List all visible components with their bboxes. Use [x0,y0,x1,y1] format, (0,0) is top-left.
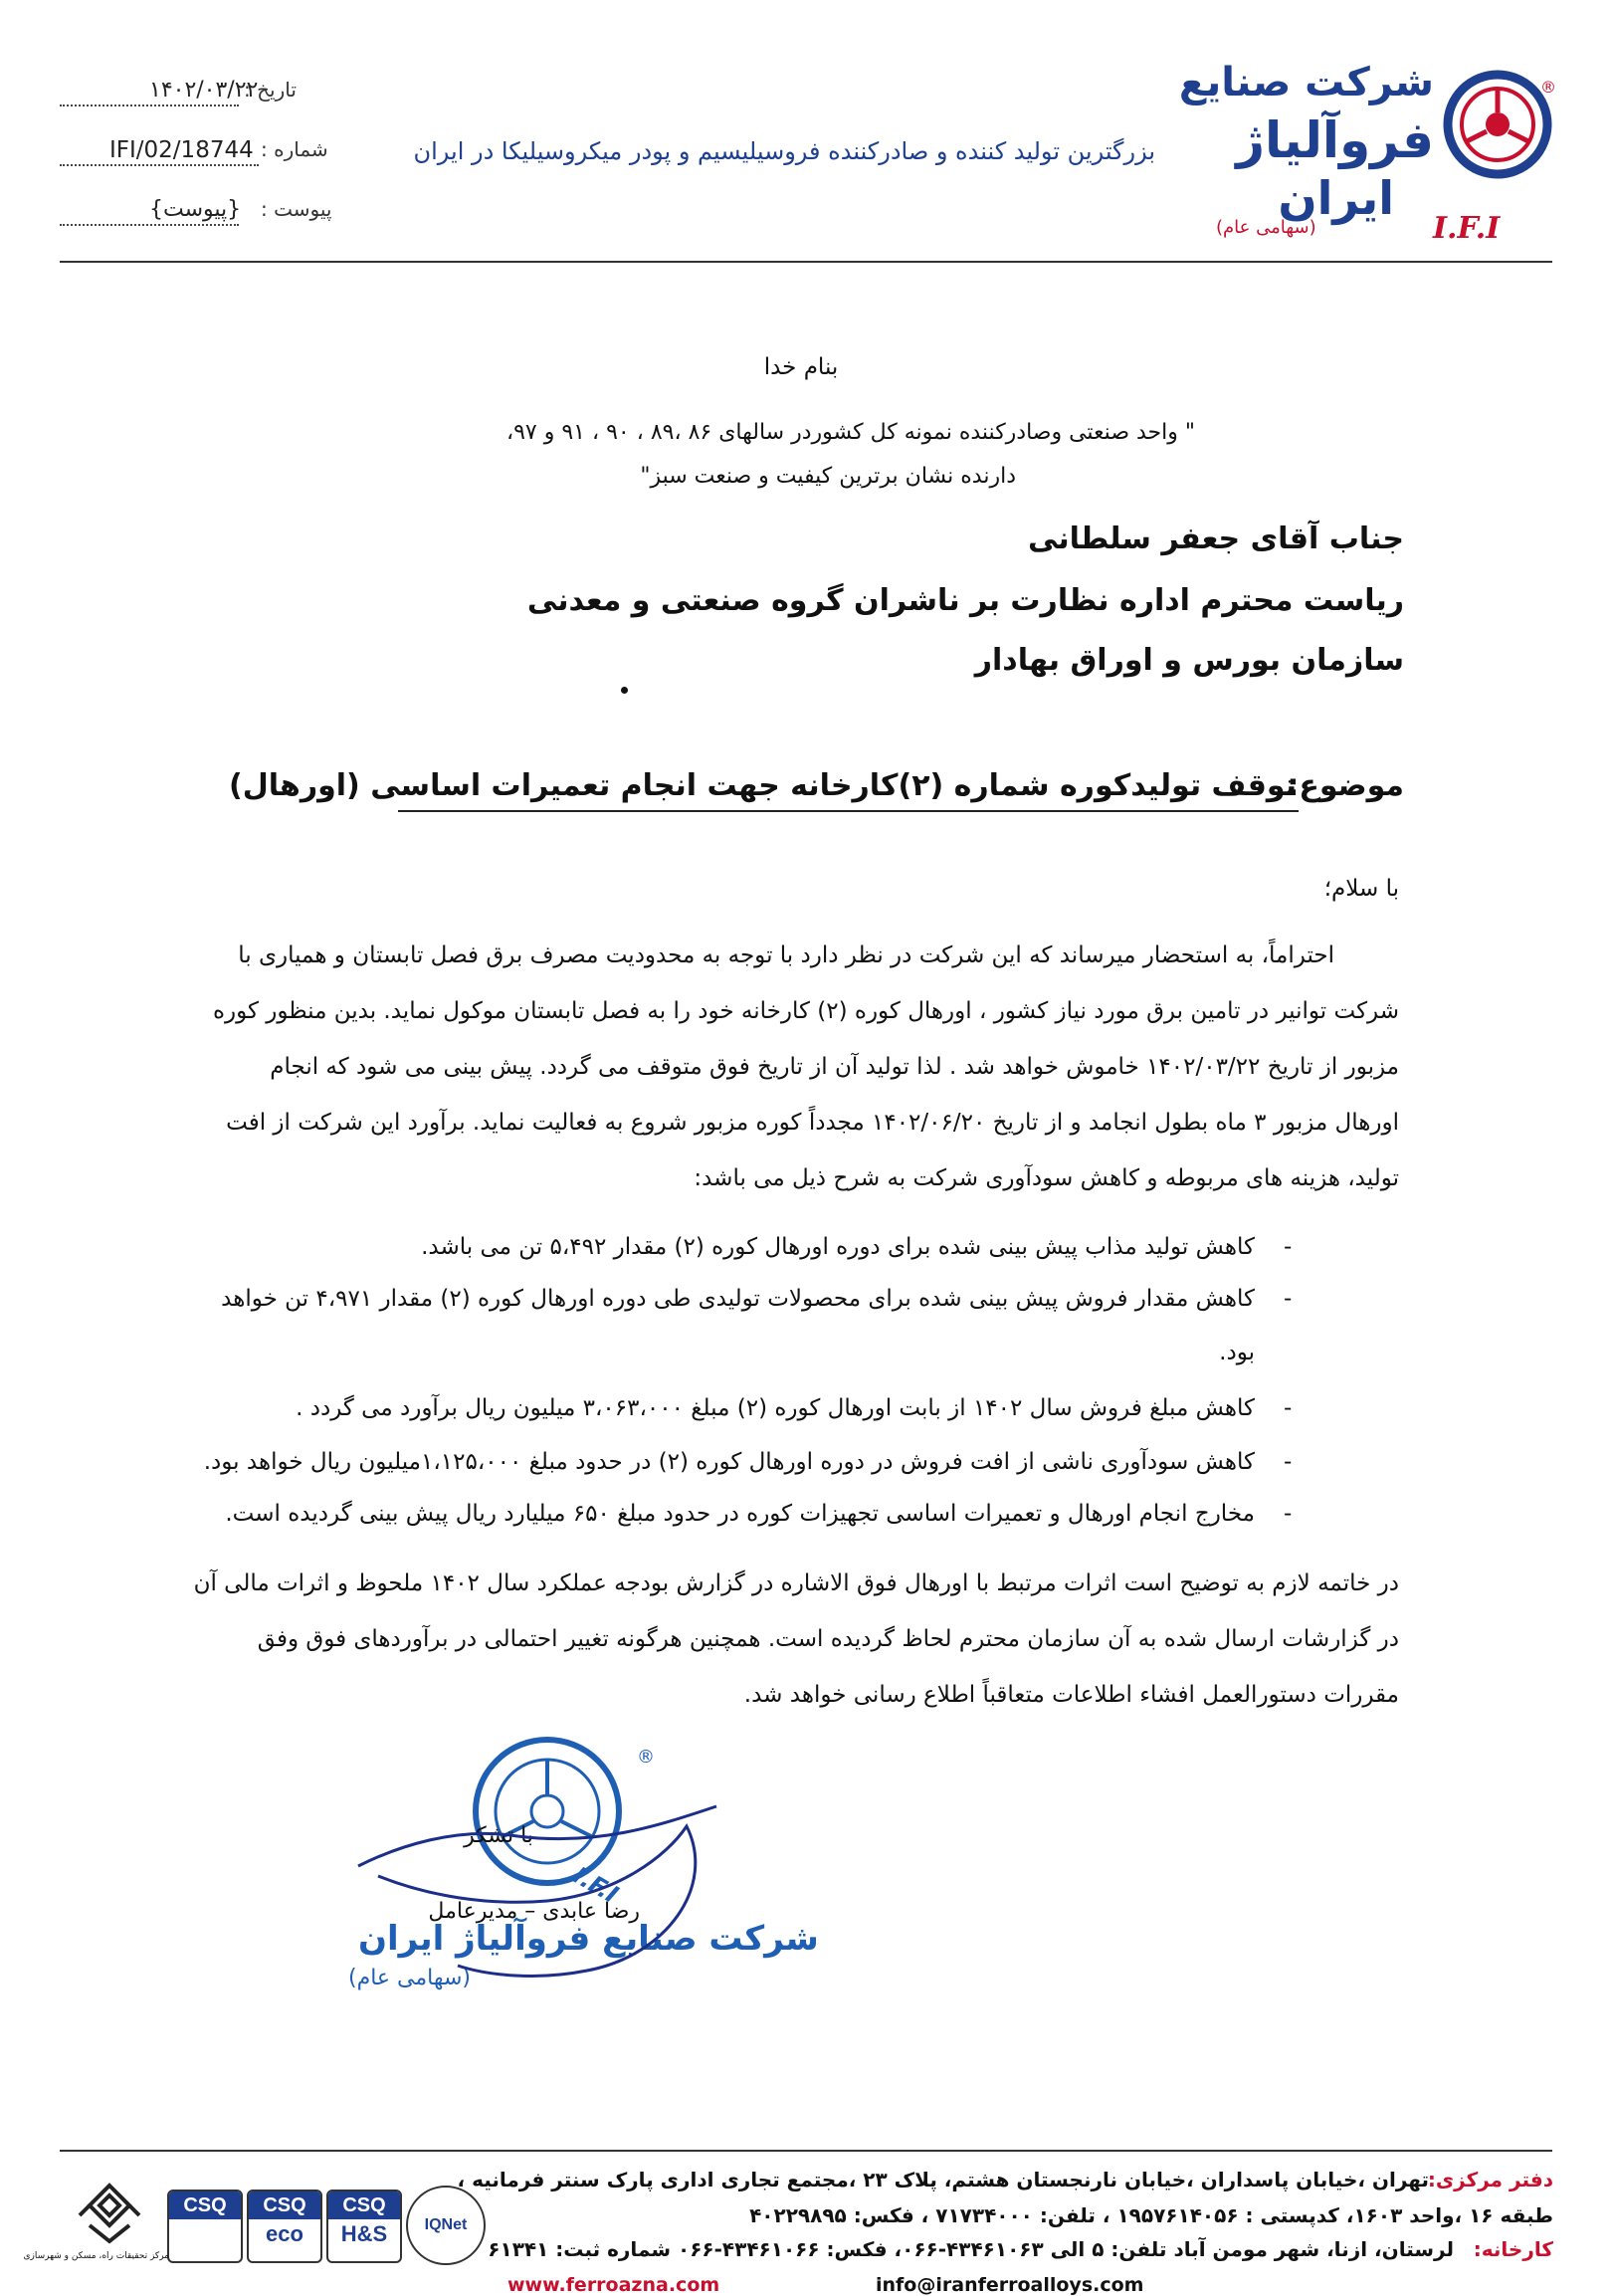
email-link[interactable]: info@iranferroalloys.com [876,2274,1144,2296]
company-tagline: بزرگترین تولید کننده و صادرکننده فروسیلیسیم و پودر میکروسیلیکا در ایران [413,137,1155,165]
office-label: دفتر مرکزی: [1427,2168,1553,2192]
paragraph-line: شرکت توانیر در تامین برق مورد نیاز کشور ، اورهال کوره (۲) کارخانه خود را به فصل تابستان موکول نماید. بدین منظور کوره [213,998,1399,1024]
greeting: با سلام؛ [1323,876,1399,902]
footer-divider [60,2150,1552,2152]
recipient-name: جناب آقای جعفر سلطانی [1028,522,1404,556]
website-link[interactable]: www.ferroazna.com [507,2274,720,2296]
paragraph-line: اورهال مزبور ۳ ماه بطول انجامد و از تاریخ ۱۴۰۲/۰۶/۲۰ مجدداً کوره مزبور شروع به فعالیت نماید. برآورد این شرکت از افت [226,1110,1399,1136]
paragraph-line: مزبور از تاریخ ۱۴۰۲/۰۳/۲۲ خاموش خواهد شد . لذا تولید آن از تاریخ فوق متوقف می گردد. پیش بینی می شود که انجام [270,1054,1399,1080]
closing-thanks: با تشکر [464,1823,533,1848]
date-dotted-line [60,104,239,106]
cert-csq-eco-badge: CSQ eco [247,2190,322,2263]
company-type: (سهامی عام) [1216,217,1316,238]
registered-mark: ® [1540,78,1556,97]
number-label: شماره : [261,137,328,161]
cert-csq-badge: CSQ [167,2190,243,2263]
office-address-line1: تهران ،خیابان پاسداران ،خیابان نارنجستان هشتم، پلاک ۲۳ ،مجتمع تجاری اداری پارک سنتر فرمانیه ، [457,2168,1429,2192]
number-dotted-line [60,163,259,166]
iqnet-badge: IQNet [406,2186,486,2265]
paragraph-line: تولید، هزینه های مربوطه و کاهش سودآوری شرکت به شرح ذیل می باشد: [694,1165,1399,1191]
bullet-item: کاهش مقدار فروش پیش بینی شده برای محصولات تولیدی طی دوره اورهال کوره (۲) مقدار ۴،۹۷۱ تن خواهد [221,1286,1255,1312]
attachment-label: پیوست : [261,197,332,221]
recipient-organization: سازمان بورس و اوراق بهادار [974,643,1404,678]
bullet-item: کاهش سودآوری ناشی از افت فروش در دوره اورهال کوره (۲) در حدود مبلغ ۱،۱۲۵،۰۰۰میلیون ریال خواهد بود. [203,1449,1255,1475]
seal-ifi-text: I.F.I [568,1861,624,1909]
motto-line2: دارنده نشان برترین کیفیت و صنعت سبز" [640,464,1016,489]
bullet-marker: - [1284,1286,1293,1312]
dot-mark [621,687,628,694]
subject-label: موضوع: [1287,768,1404,803]
number-value: IFI/02/18744 [109,137,254,163]
paragraph-line: احتراماً، به استحضار میرساند که این شرکت در نظر دارد با توجه به محدودیت مصرف برق فصل تابستان و همیاری با [238,942,1334,968]
bullet-marker: - [1284,1501,1293,1527]
bullet-marker: - [1284,1449,1293,1475]
bullet-item: کاهش مبلغ فروش سال ۱۴۰۲ از بابت اورهال کوره (۲) مبلغ ۳،۰۶۳،۰۰۰ میلیون ریال برآورد می گردد . [296,1395,1255,1421]
basmala: بنام خدا [763,354,839,380]
paragraph-line: مقررات دستورالعمل افشاء اطلاعات متعاقباً اطلاع رسانی خواهد شد. [743,1682,1399,1708]
factory-label: کارخانه: [1473,2237,1553,2261]
date-label: تاریخ : [244,78,297,102]
seal-registered-mark: ® [637,1747,655,1768]
factory-address: لرستان، ازنا، شهر مومن آباد تلفن: ۵ الی ۴۳۴۶۱۰۶۳-۰۶۶، فکس: ۴۳۴۶۱۰۶۶-۰۶۶ شماره ثبت: ۶۱۳۴۱ [488,2237,1454,2261]
signatory-name: رضا عابدی – مدیرعامل [428,1899,640,1924]
company-name-line3: ایران [1278,171,1394,225]
company-name-line1: شرکت صنایع [1178,60,1434,105]
bullet-item-continued: بود. [1219,1340,1255,1365]
attachment-dotted-line [60,223,239,226]
bullet-item: مخارج انجام اورهال و تعمیرات اساسی تجهیزات کوره در حدود مبلغ ۶۵۰ میلیارد ریال پیش بینی گردیده است. [225,1501,1255,1527]
cert-csq-hs-badge: CSQ H&S [326,2190,402,2263]
handwritten-signature-icon [338,1767,756,1985]
motto-line1: " واحد صنعتی وصادرکننده نمونه کل کشوردر سالهای ۸۶ ،۸۹ ، ۹۰ ، ۹۱ و ۹۷، [505,420,1195,445]
attachment-value: {پیوست} [149,197,242,222]
subject-underline [398,810,1299,812]
subject-text: توقف تولیدکوره شماره (۲)کارخانه جهت انجام تعمیرات اساسی (اورهال) [229,768,1297,803]
bullet-marker: - [1284,1395,1293,1421]
paragraph-line: در خاتمه لازم به توضیح است اثرات مرتبط با اورهال فوق الاشاره در گزارش بودجه عملکرد سال ۱۴۰۲ ملحوظ و اثرات مالی آن [193,1570,1399,1596]
date-value: ۱۴۰۲/۰۳/۲۲ [149,78,259,103]
stamp-company-type: (سهامی عام) [348,1966,472,1990]
research-center-caption: مرکز تحقیقات راه، مسکن و شهرسازی [23,2251,169,2261]
research-center-logo-icon [70,2182,149,2245]
bullet-item: کاهش تولید مذاب پیش بینی شده برای دوره اورهال کوره (۲) مقدار ۵،۴۹۲ تن می باشد. [421,1234,1255,1260]
office-address-line2: طبقه ۱۶ ،واحد ۱۶۰۳، کدپستی : ۱۹۵۷۶۱۴۰۵۶ ، تلفن: ۷۱۷۳۴۰۰۰ ، فکس: ۴۰۲۲۹۸۹۵ [749,2203,1553,2227]
bullet-marker: - [1284,1234,1293,1260]
company-logo-icon [1443,70,1552,179]
logo-ifi-text: I.F.I [1433,211,1501,246]
paragraph-line: در گزارشات ارسال شده به آن سازمان محترم لحاظ گردیده است. همچنین هرگونه تغییر احتمالی در برآوردهای فوق وفق [257,1626,1399,1652]
recipient-title: ریاست محترم اداره نظارت بر ناشران گروه صنعتی و معدنی [526,583,1404,618]
header-divider [60,261,1552,263]
stamp-company-name: شرکت صنایع فروآلیاژ ایران [358,1919,819,1959]
company-name-line2: فروآلیاژ [1236,111,1434,169]
